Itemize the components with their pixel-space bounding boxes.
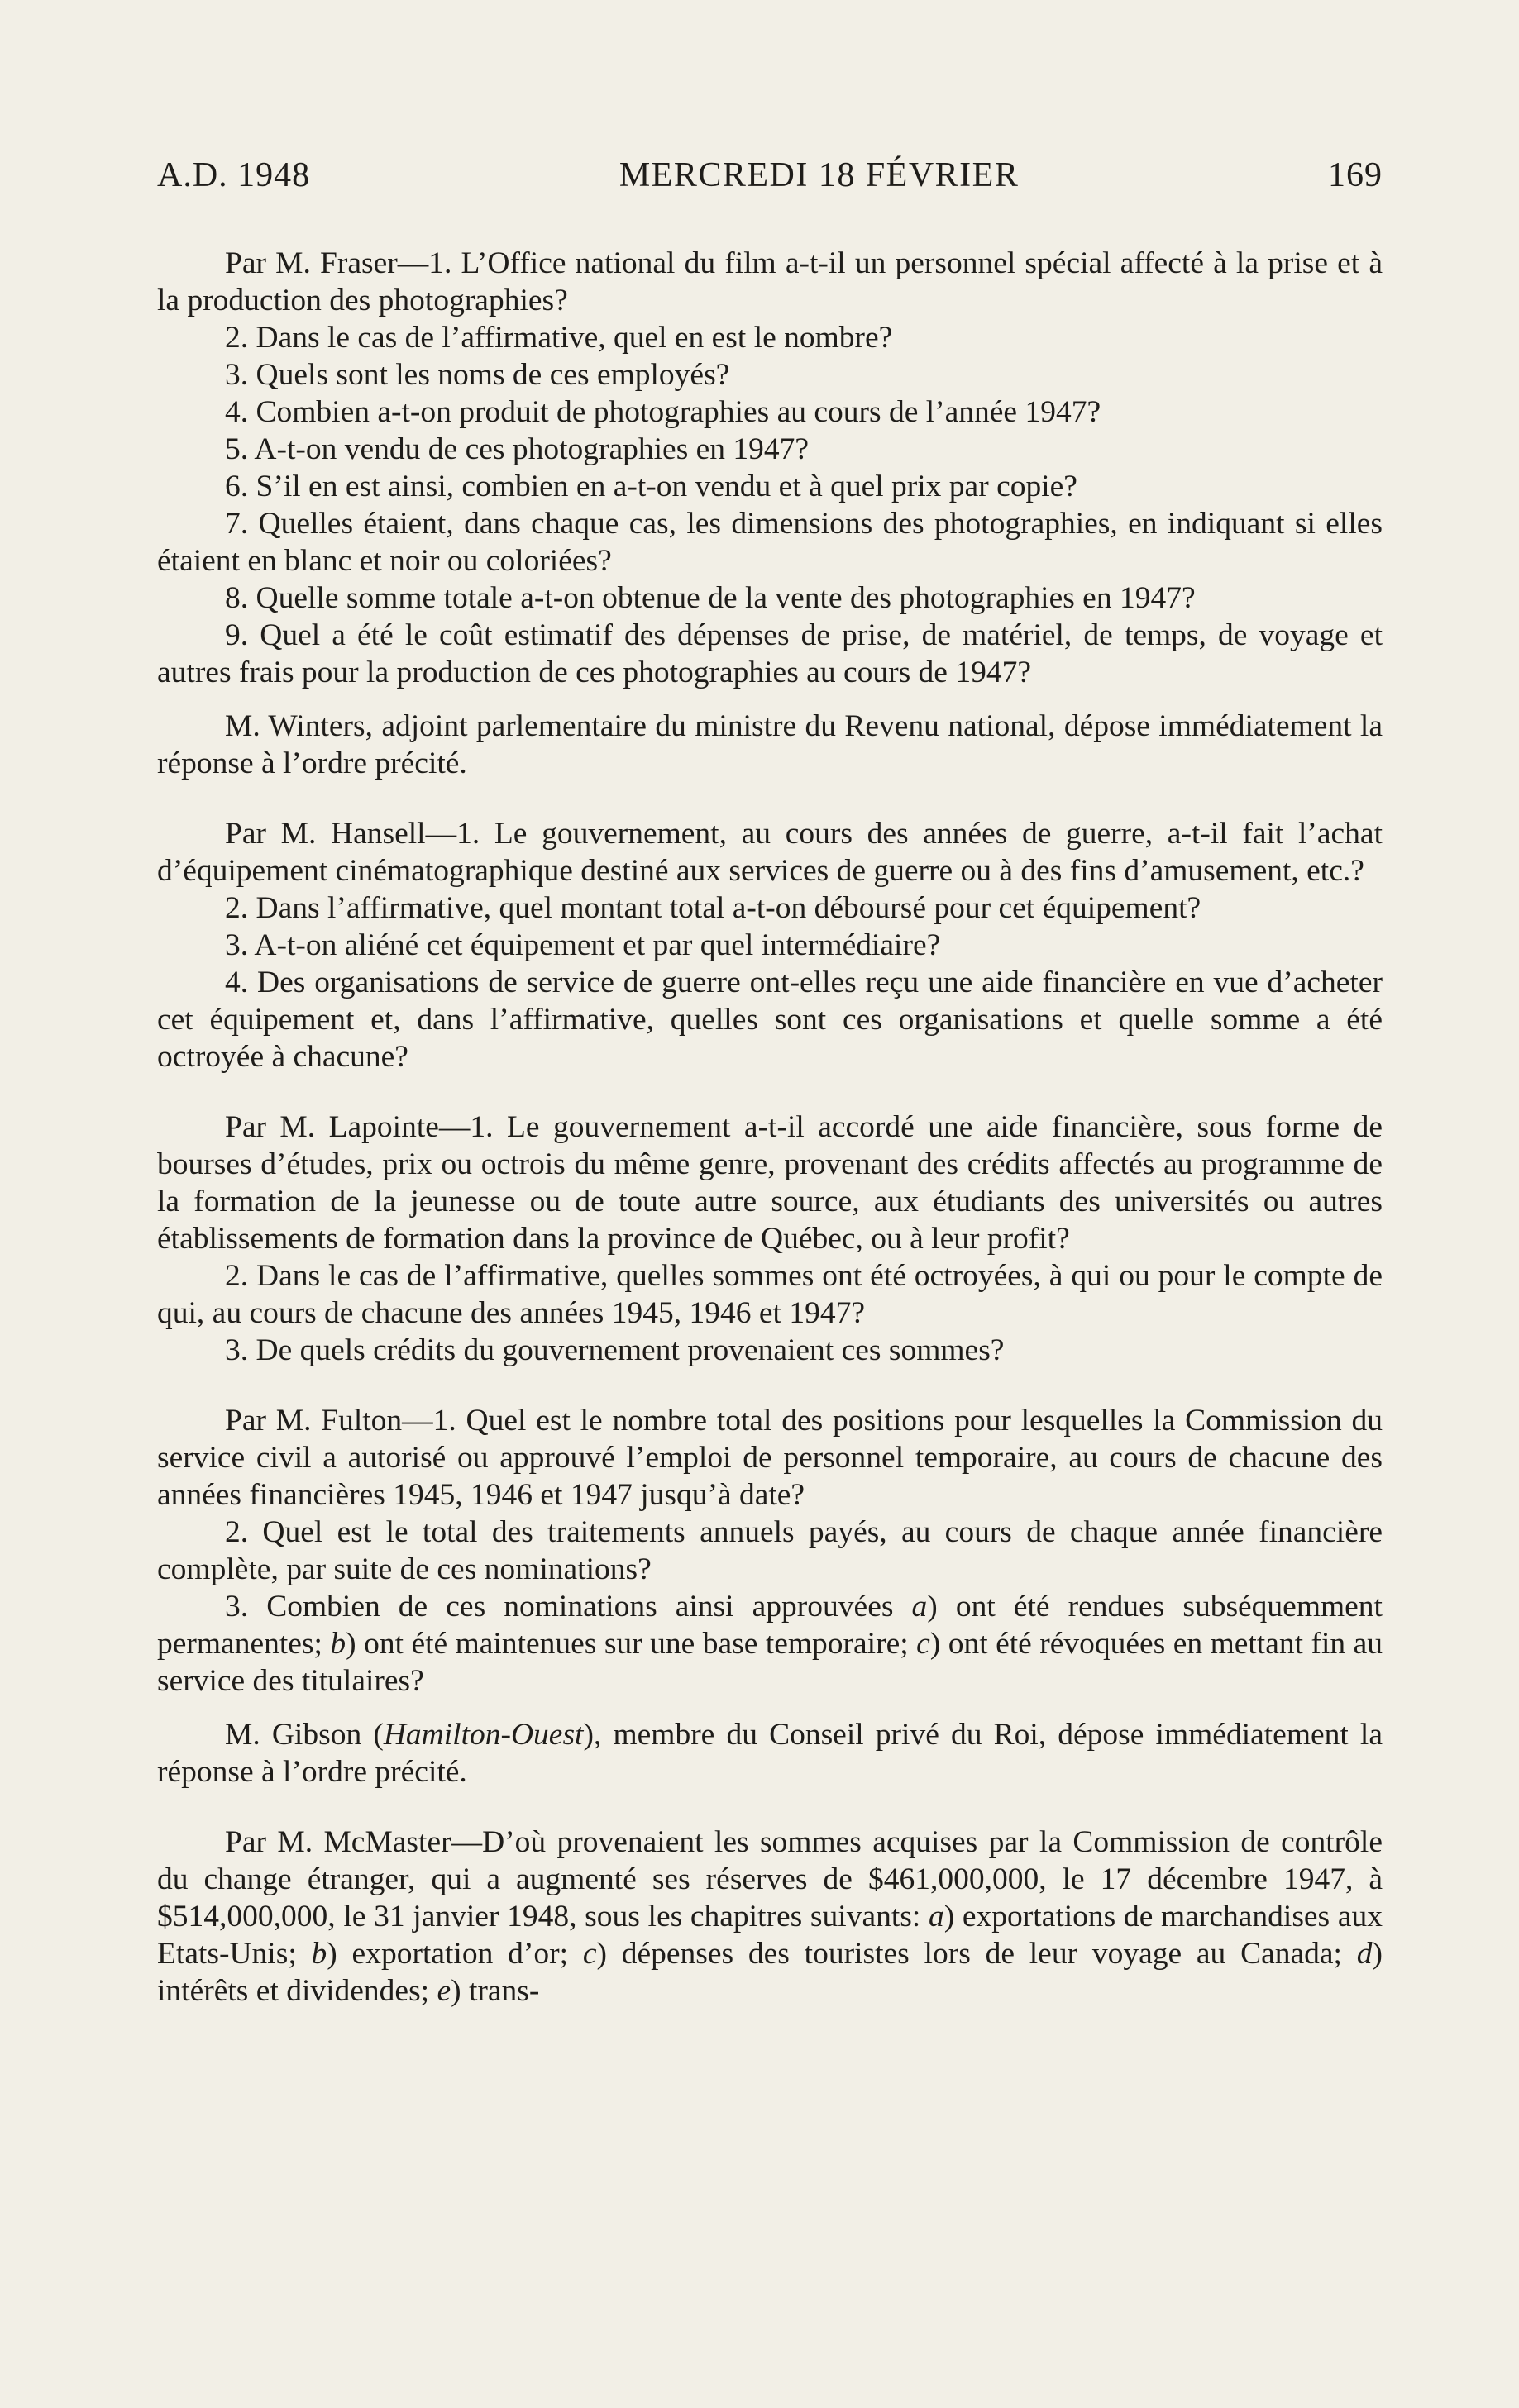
header-year: A.D. 1948	[157, 156, 311, 194]
spacer	[157, 1791, 1383, 1824]
fraser-question-8: 8. Quelle somme totale a-t-on obtenue de la vente des photographies en 1947?	[225, 581, 1196, 615]
item-marker: d	[1356, 1937, 1373, 1971]
spacer	[157, 691, 1383, 708]
text-run: ) ont été révoquées en mettant fin au service des titulaires?	[157, 1627, 1383, 1698]
text-run: ) ont été rendues subséquemment permanentes;	[157, 1590, 1383, 1661]
text-run: ) intérêts et dividendes;	[157, 1937, 1383, 2008]
hansell-question-3: 3. A-t-on aliéné cet équipement et par quel intermédiaire?	[225, 928, 941, 962]
text-run: ) exportations de marchandises aux Etats-Unis;	[157, 1900, 1383, 1971]
fulton-question-3	[157, 1588, 1383, 1700]
item-marker: c	[582, 1937, 597, 1971]
riding-name: Hamilton-Ouest	[383, 1718, 584, 1752]
text-run: ) dépenses des touristes lors de leur voyage au Canada;	[596, 1937, 1357, 1971]
header-date: MERCREDI 18 FÉVRIER	[619, 156, 1020, 194]
text-run: ) exportation d’or;	[327, 1937, 583, 1971]
fraser-question-4: 4. Combien a-t-on produit de photographies au cours de l’année 1947?	[225, 395, 1101, 429]
gibson-response	[157, 1716, 1383, 1791]
lapointe-question-1: Par M. Lapointe—1. Le gouvernement a-t-il accordé une aide financière, sous forme de bourses d’études, prix ou octrois du même genre, provenant des crédits affectés au programme de la formation de la jeunesse ou de toute autre source, aux étudiants des universités ou autres établissements de formation dans la province de Québec, ou à leur profit?	[157, 1110, 1383, 1256]
winters-response: M. Winters, adjoint parlementaire du ministre du Revenu national, dépose immédiatement la réponse à l’ordre précité.	[157, 709, 1383, 780]
item-marker: b	[311, 1937, 327, 1971]
spacer	[157, 782, 1383, 815]
spacer	[157, 1700, 1383, 1716]
item-marker: a	[928, 1900, 944, 1934]
item-marker: e	[437, 1974, 451, 2008]
page-number: 169	[1327, 156, 1383, 194]
fraser-question-2: 2. Dans le cas de l’affirmative, quel en est le nombre?	[225, 321, 893, 355]
hansell-question-1: Par M. Hansell—1. Le gouvernement, au cours des années de guerre, a-t-il fait l’achat d’équipement cinématographique destiné aux services de guerre ou à des fins d’amusement, etc.?	[157, 817, 1383, 888]
text-run: ) ont été maintenues sur une base temporaire;	[346, 1627, 917, 1661]
item-marker: c	[916, 1627, 930, 1661]
fraser-question-9: 9. Quel a été le coût estimatif des dépenses de prise, de matériel, de temps, de voyage et autres frais pour la production de ces photographies au cours de 1947?	[157, 618, 1383, 689]
text-run: 3. Combien de ces nominations ainsi approuvées	[225, 1590, 912, 1624]
hansell-question-4: 4. Des organisations de service de guerre ont-elles reçu une aide financière en vue d’acheter cet équipement et, dans l’affirmative, quelles sont ces organisations et quelle somme a été octroyée à chacune?	[157, 966, 1383, 1074]
spacer	[157, 1075, 1383, 1109]
text-run: M. Gibson (	[225, 1718, 384, 1752]
fraser-question-1: Par M. Fraser—1. L’Office national du film a-t-il un personnel spécial affecté à la prise et à la production des photographies?	[157, 246, 1383, 317]
fraser-question-5: 5. A-t-on vendu de ces photographies en 1947?	[225, 432, 810, 466]
fraser-question-3: 3. Quels sont les noms de ces employés?	[225, 358, 730, 392]
item-marker: a	[911, 1590, 928, 1624]
lapointe-question-3: 3. De quels crédits du gouvernement provenaient ces sommes?	[225, 1333, 1005, 1367]
text-run: ), membre du Conseil privé du Roi, dépose immédiatement la réponse à l’ordre précité.	[157, 1718, 1383, 1789]
fraser-question-6: 6. S’il en est ainsi, combien en a-t-on vendu et à quel prix par copie?	[225, 470, 1077, 503]
fulton-question-2: 2. Quel est le total des traitements annuels payés, au cours de chaque année financière complète, par suite de ces nominations?	[157, 1515, 1383, 1586]
item-marker: b	[330, 1627, 346, 1661]
hansell-question-2: 2. Dans l’affirmative, quel montant total a-t-on déboursé pour cet équipement?	[225, 891, 1201, 925]
fulton-question-1: Par M. Fulton—1. Quel est le nombre total des positions pour lesquelles la Commission du service civil a autorisé ou approuvé l’emploi de personnel temporaire, au cours de chacune des années financières 1945, 1946 et 1947 jusqu’à date?	[157, 1404, 1383, 1512]
text-run: Par M. McMaster—D’où provenaient les sommes acquises par la Commission de contrôle du change étranger, qui a augmenté ses réserves de $461,000,000, le 17 décembre 1947, à $514,000,000, le 31 janvier 1948, sous les chapitres suivants:	[157, 1825, 1383, 1934]
text-run: ) trans-	[451, 1974, 540, 2008]
mcmaster-question	[157, 1824, 1383, 2010]
fraser-question-7: 7. Quelles étaient, dans chaque cas, les dimensions des photographies, en indiquant si elles étaient en blanc et noir ou coloriées?	[157, 507, 1383, 578]
page-header	[157, 155, 1383, 195]
lapointe-question-2: 2. Dans le cas de l’affirmative, quelles sommes ont été octroyées, à qui ou pour le compte de qui, au cours de chacune des années 1945, 1946 et 1947?	[157, 1259, 1383, 1330]
spacer	[157, 1369, 1383, 1402]
page-body	[157, 245, 1383, 2010]
